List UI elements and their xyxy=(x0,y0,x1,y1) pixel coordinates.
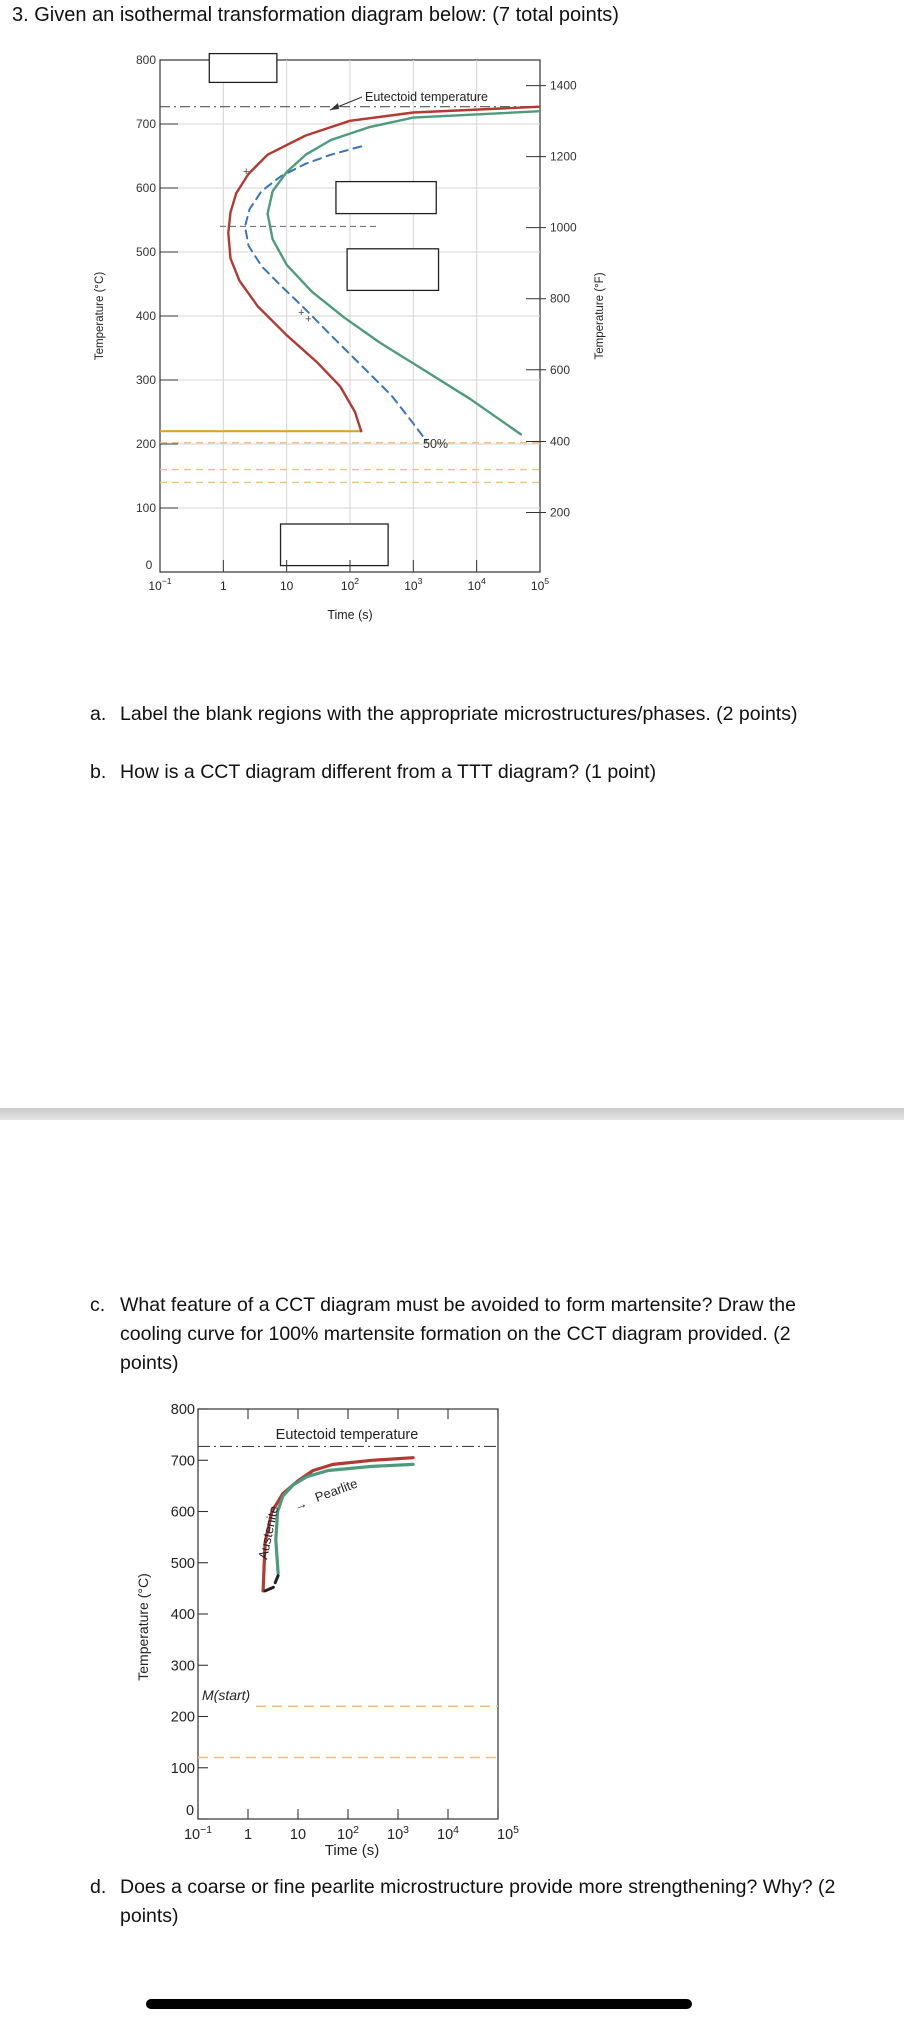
ttt-right-tick-label: 1000 xyxy=(550,220,577,235)
ttt-y-tick-label: 600 xyxy=(135,181,156,195)
ttt-diagram xyxy=(80,48,640,638)
cct-x-tick-label: $10^4$ xyxy=(437,1825,459,1843)
ttt-blank-box xyxy=(336,182,436,214)
ttt-y-tick-label: 400 xyxy=(135,309,156,323)
part-d xyxy=(90,1873,836,1931)
ttt-eutectoid-label: Eutectoid temperature xyxy=(365,90,488,104)
part-b xyxy=(90,758,657,787)
ttt-y-tick-label: 700 xyxy=(135,117,156,131)
ttt-y-tick-label: 200 xyxy=(135,437,156,451)
part-d-line-2: points) xyxy=(120,1905,179,1927)
cct-austenite-label: Austenite xyxy=(255,1504,282,1561)
ttt-y-tick-label: 300 xyxy=(135,373,156,387)
ttt-x-tick-label: $10^2$ xyxy=(340,576,360,593)
part-b-text: How is a CCT diagram different from a TTT diagram? (1 point) xyxy=(120,761,657,783)
ttt-fifty-percent-label: 50% xyxy=(423,437,449,451)
ttt-x-tick-label: $10^{-1}$ xyxy=(148,576,172,593)
part-c-line-2: cooling curve for 100% martensite formation on the CCT diagram provided. (2 xyxy=(120,1323,791,1345)
ttt-plus-marker: + xyxy=(305,313,312,326)
cct-y-tick-label: 500 xyxy=(170,1555,195,1572)
part-c xyxy=(90,1291,796,1378)
ttt-right-tick-label: 200 xyxy=(550,505,571,520)
cct-y-tick-label: 0 xyxy=(185,1803,195,1819)
cct-pearlite-label: Pearlite xyxy=(312,1475,360,1505)
question-title: 3. Given an isothermal transformation diagram below: (7 total points) xyxy=(12,4,619,26)
part-d-line-1: Does a coarse or fine pearlite microstructure provide more strengthening? Why? (2 xyxy=(120,1876,836,1898)
part-c-letter: c. xyxy=(90,1294,106,1316)
cct-y-tick-label: 600 xyxy=(170,1504,195,1521)
ttt-blank-box xyxy=(347,249,438,291)
part-a-text: Label the blank regions with the appropriate microstructures/phases. (2 points) xyxy=(120,703,798,725)
ttt-plus-marker: + xyxy=(298,307,305,319)
cct-x-tick-label: $10^{-1}$ xyxy=(183,1825,213,1843)
cct-x-axis-label: Time (s) xyxy=(324,1842,380,1859)
cct-x-tick-label: 1 xyxy=(243,1827,253,1843)
cct-y-tick-label: 700 xyxy=(170,1453,195,1470)
cct-x-tick-label: $10^3$ xyxy=(387,1825,409,1843)
ttt-right-tick-label: 400 xyxy=(550,434,571,449)
ttt-x-tick-label: $10^5$ xyxy=(530,576,550,593)
ttt-y-tick-label: 100 xyxy=(135,501,156,515)
part-c-line-1: What feature of a CCT diagram must be avoided to form martensite? Draw the xyxy=(120,1294,796,1316)
cct-y-tick-label: 300 xyxy=(170,1658,195,1675)
ttt-blank-box xyxy=(209,54,277,83)
cct-diagram xyxy=(120,1395,540,1865)
page-divider xyxy=(0,1108,904,1120)
ttt-x-tick-label: 1 xyxy=(219,579,227,593)
cct-y-tick-label: 100 xyxy=(170,1760,195,1777)
cct-x-tick-label: $10^5$ xyxy=(497,1825,519,1843)
cct-mstart-label: M(start) xyxy=(202,1687,251,1703)
cct-arrow-glyph: → xyxy=(291,1495,310,1514)
ttt-right-tick-label: 1400 xyxy=(550,78,577,93)
ttt-x-axis-label: Time (s) xyxy=(327,608,373,622)
ttt-y-tick-label: 500 xyxy=(135,245,156,259)
ttt-plus-marker: + xyxy=(243,166,250,179)
ttt-x-tick-label: $10^3$ xyxy=(404,576,423,593)
ttt-y-tick-label: 0 xyxy=(145,558,153,572)
ttt-y-tick-label: 800 xyxy=(135,53,156,67)
part-b-letter: b. xyxy=(90,761,107,783)
ttt-right-tick-label: 1200 xyxy=(550,149,577,164)
ttt-y-right-axis-label: Temperature (°F) xyxy=(594,272,606,360)
ttt-y-axis-label: Temperature (°C) xyxy=(94,271,106,361)
ttt-right-tick-label: 600 xyxy=(550,362,571,377)
cct-x-tick-label: $10^2$ xyxy=(337,1825,359,1843)
ttt-x-tick-label: 10 xyxy=(279,579,294,593)
cct-y-tick-label: 200 xyxy=(170,1709,195,1726)
cct-y-tick-label: 800 xyxy=(170,1402,195,1418)
cct-y-tick-label: 400 xyxy=(170,1607,195,1623)
part-a-letter: a. xyxy=(90,703,107,725)
home-indicator[interactable] xyxy=(146,1999,692,2009)
ttt-blank-box xyxy=(281,524,389,566)
part-c-line-3: points) xyxy=(120,1352,179,1374)
part-d-letter: d. xyxy=(90,1876,107,1898)
part-a xyxy=(90,700,798,729)
cct-y-axis-label: Temperature (°C) xyxy=(135,1573,151,1681)
cct-eutectoid-label: Eutectoid temperature xyxy=(275,1427,419,1443)
cct-x-tick-label: 10 xyxy=(289,1827,307,1843)
ttt-x-tick-label: $10^4$ xyxy=(467,576,486,593)
ttt-right-tick-label: 800 xyxy=(550,291,571,306)
